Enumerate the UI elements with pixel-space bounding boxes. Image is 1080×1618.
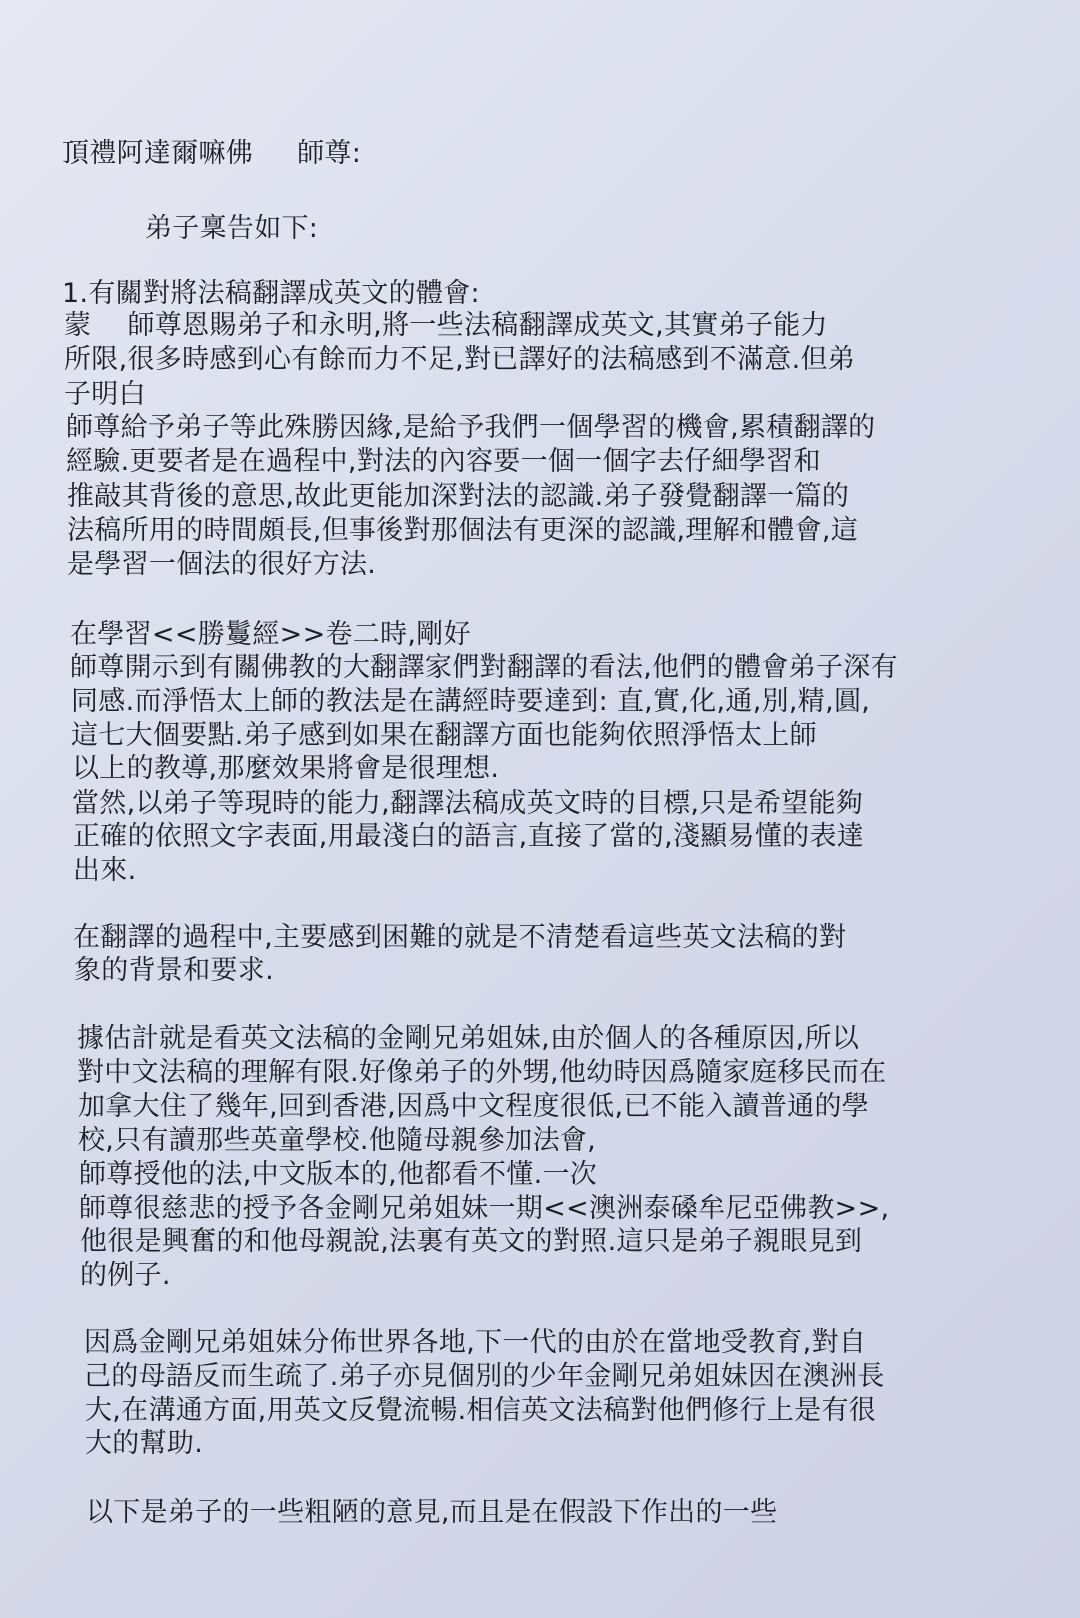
body-line: 所限,很多時感到心有餘而力不足,對已譯好的法稿感到不滿意.但弟 — [64, 344, 856, 375]
body-line: 子明白 — [64, 379, 146, 410]
body-line: 師尊給予弟子等此殊勝因緣,是給予我們一個學習的機會,累積翻譯的 — [66, 412, 876, 443]
body-line: 因爲金剛兄弟姐妹分佈世界各地,下一代的由於在當地受教育,對自 — [84, 1327, 867, 1358]
body-line: 象的背景和要求. — [74, 955, 274, 986]
body-line: 他很是興奮的和他母親說,法裏有英文的對照.這只是弟子親眼見到 — [80, 1226, 863, 1257]
body-line: 法稿所用的時間頗長,但事後對那個法有更深的認識,理解和體會,這 — [67, 515, 859, 546]
body-line: 據估計就是看英文法稿的金剛兄弟姐妹,由於個人的各種原因,所以 — [77, 1023, 860, 1054]
body-line: 師尊授他的法,中文版本的,他都看不懂.一次 — [79, 1159, 598, 1190]
body-line: 大,在溝通方面,用英文反覺流暢.相信英文法稿對他們修行上是有很 — [85, 1395, 877, 1426]
teacher-address: 師尊: — [297, 138, 362, 169]
body-line: 1.有關對將法稿翻譯成英文的體會: — [62, 278, 480, 309]
salutation: 頂禮阿達爾嘛佛 — [62, 138, 254, 169]
body-line: 己的母語反而生疏了.弟子亦見個別的少年金剛兄弟姐妹因在澳洲長 — [84, 1361, 885, 1392]
body-line: 是學習一個法的很好方法. — [67, 549, 377, 580]
body-line: 同感.而淨悟太上師的教法是在講經時要達到: 直,實,化,通,別,精,圓, — [71, 686, 871, 717]
body-line: 推敲其背後的意思,故此更能加深對法的認識.弟子發覺翻譯一篇的 — [67, 481, 850, 512]
body-line: 對中文法稿的理解有限.好像弟子的外甥,他幼時因爲隨家庭移民而在 — [77, 1057, 887, 1088]
body-line: 的例子. — [80, 1260, 171, 1291]
body-line: 出來. — [73, 855, 137, 886]
salutation-line — [62, 137, 361, 171]
body-line: 師尊很慈悲的授予各金剛兄弟姐妹一期<<澳洲泰磉牟尼亞佛教>>, — [79, 1193, 890, 1224]
body-line: 在翻譯的過程中,主要感到困難的就是不清楚看這些英文法稿的對 — [73, 922, 847, 953]
body-line: 經驗.更要者是在過程中,對法的內容要一個一個字去仔細學習和 — [66, 446, 821, 477]
body-line: 這七大個要點.弟子感到如果在翻譯方面也能夠依照淨悟太上師 — [71, 720, 817, 751]
intro-line: 弟子稟告如下: — [145, 213, 319, 244]
body-line: 當然,以弟子等現時的能力,翻譯法稿成英文時的目標,只是希望能夠 — [72, 788, 864, 819]
body-line: 以下是弟子的一些粗陋的意見,而且是在假設下作出的一些 — [86, 1497, 778, 1528]
body-line: 在學習<<勝鬘經>>卷二時,剛好 — [70, 619, 471, 650]
body-line: 師尊開示到有關佛教的大翻譯家們對翻譯的看法,他們的體會弟子深有 — [70, 652, 898, 683]
body-line: 加拿大住了幾年,回到香港,因爲中文程度很低,已不能入讀普通的學 — [78, 1091, 870, 1122]
body-line: 校,只有讀那些英童學校.他隨母親參加法會, — [78, 1125, 597, 1156]
body-line: 大的幫助. — [85, 1428, 204, 1459]
body-line: 蒙 師尊恩賜弟子和永明,將一些法稿翻譯成英文,其實弟子能力 — [64, 310, 828, 341]
body-line: 正確的依照文字表面,用最淺白的語言,直接了當的,淺顯易懂的表達 — [73, 821, 865, 852]
body-line: 以上的教導,那麼效果將會是很理想. — [72, 753, 500, 784]
